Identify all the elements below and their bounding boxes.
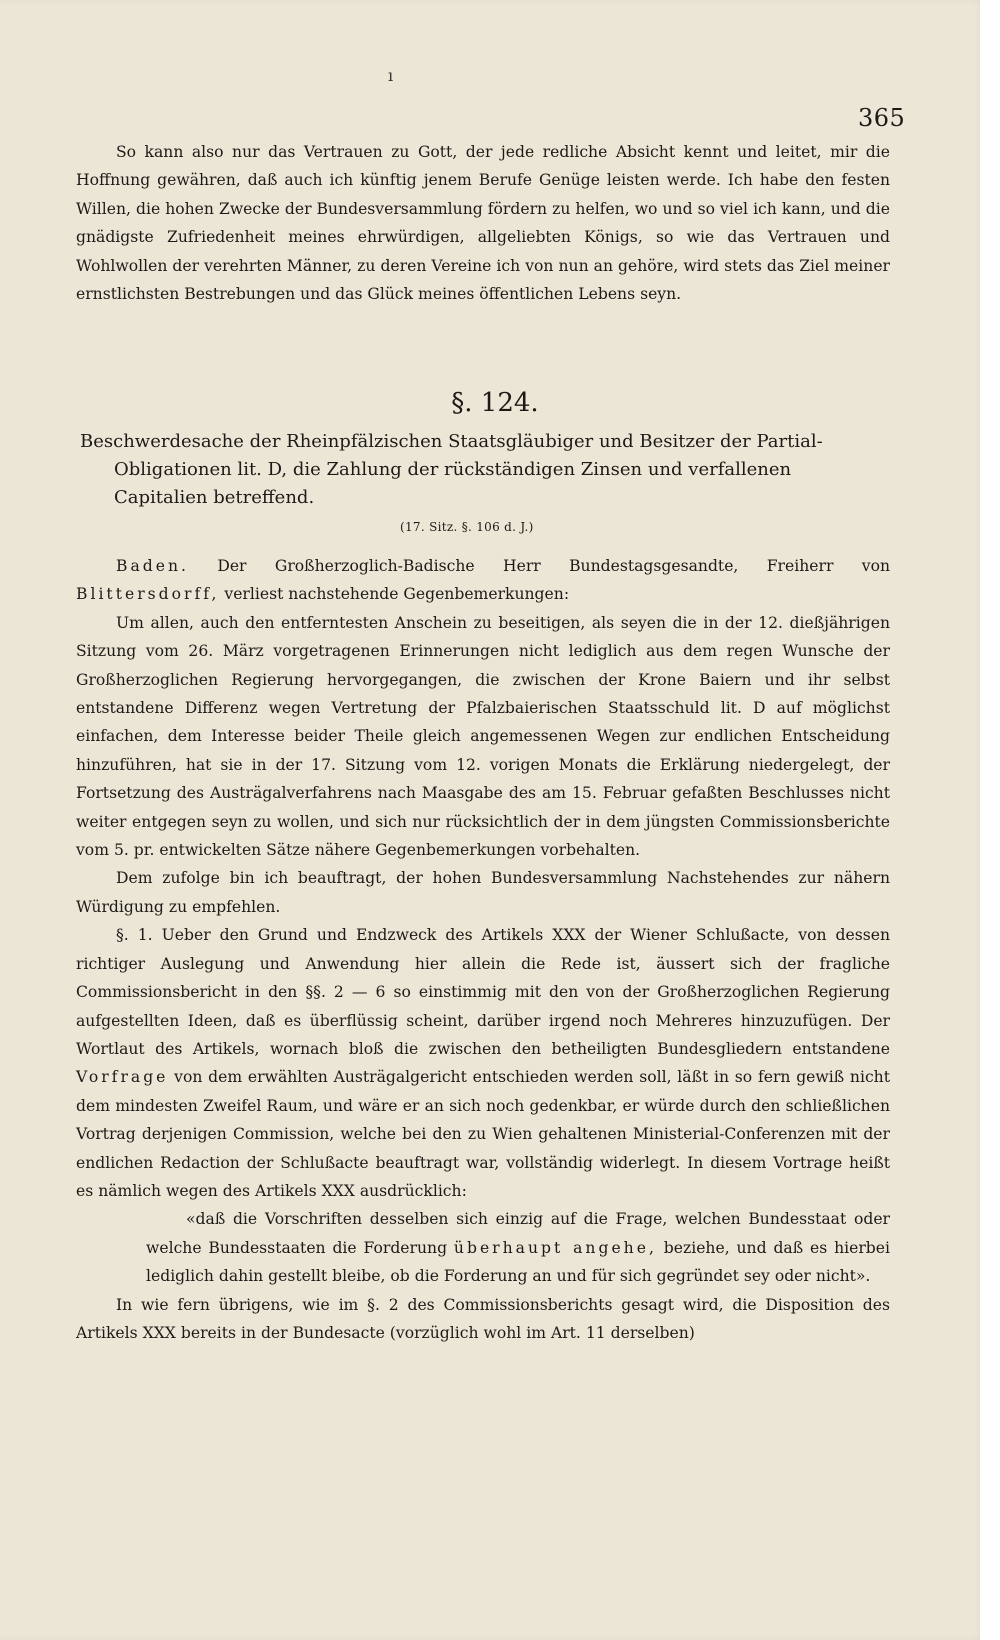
- sitting-reference: (17. Sitz. §. 106 d. J.): [400, 520, 534, 534]
- section-heading-line-3: Capitalien betreffend.: [114, 487, 315, 508]
- envoy-name: Blittersdorff,: [76, 585, 220, 604]
- page-edge: [980, 0, 990, 1640]
- quotation-emphasis: überhaupt angehe,: [453, 1238, 657, 1257]
- quotation: [76, 1205, 890, 1290]
- intro-paragraph: [76, 138, 890, 308]
- paragraph-1: Um allen, auch den entferntesten Anschein zu beseitigen, als seyen die in der 12. dießjährigen Sitzung vom 26. März vorgetragenen Erinnerungen nicht lediglich aus dem regen Wunsche der Großherzoglichen Regierung hervorgegangen, die zwischen der Krone Baiern und ihr selbst entstandene Differenz wegen Vertretung der Pfalzbaierischen Staatsschuld lit. D auf möglichst einfachen, dem Interesse beider Theile gleich angemessenen Wegen zur endlichen Entscheidung hinzuführen, hat sie in der 17. Sitzung vom 12. vorigen Monats die Erklärung niedergelegt, der Fortsetzung des Austrägalverfahrens nach Maasgabe des am 15. Februar gefaßten Beschlusses nicht weiter entgegen seyn zu wollen, und sich nur rücksichtlich der in dem jüngsten Commissionsberichte vom 5. pr. entwickelten Sätze nähere Gegenbemerkungen vorbehalten.: [76, 613, 890, 860]
- paragraph-4: In wie fern übrigens, wie im §. 2 des Commissionsberichts gesagt wird, die Disposition des Artikels XXX bereits in der Bundesacte (vorzüglich wohl im Art. 11 derselben): [76, 1295, 890, 1342]
- section-heading-line-1: Beschwerdesache der Rheinpfälzischen Staatsgläubiger und Besitzer der Partial-: [80, 431, 823, 452]
- envoy-text: Der Großherzoglich-Badische Herr Bundestagsgesandte, Freiherr von: [217, 557, 890, 575]
- paragraph-2: Dem zufolge bin ich beauftragt, der hohen Bundesversammlung Nachstehendes zur nähern Würdigung zu empfehlen.: [76, 869, 890, 916]
- baden-intro: [76, 552, 890, 609]
- page-number: 365: [858, 104, 906, 132]
- paragraph-3: [76, 921, 890, 1205]
- section-heading: [80, 428, 890, 512]
- intro-text: So kann also nur das Vertrauen zu Gott, der jede redliche Absicht kennt und leitet, mir die Hoffnung gewähren, daß auch ich künftig jenem Berufe Genüge leisten werde. Ich habe den festen Willen, die hohen Zwecke der Bundesversammlung fördern zu helfen, wo und so viel ich kann, und die gnädigste Zufriedenheit meines ehrwürdigen, allgeliebten Königs, so wie das Vertrauen und Wohlwollen der verehrten Männer, zu deren Vereine ich von nun an gehöre, wird stets das Ziel meiner ernstlichsten Bestrebungen und das Glück meines öffentlichen Lebens seyn.: [76, 143, 890, 304]
- state-label: Baden.: [116, 557, 189, 575]
- section-heading-line-2: Obligationen lit. D, die Zahlung der rückständigen Zinsen und verfallenen: [114, 459, 792, 480]
- quotation-part-2: beziehe, und daß es hierbei lediglich dahin gestellt bleibe, ob die Forderung an und für sich gegründet sey oder nicht».: [146, 1238, 890, 1286]
- section-number: §. 124.: [451, 388, 539, 418]
- body-text: [76, 552, 890, 1347]
- paragraph-3-part-1: §. 1. Ueber den Grund und Endzweck des Artikels XXX der Wiener Schlußacte, von dessen richtiger Auslegung und Anwendung hier allein die Rede ist, äussert sich der fragliche Commissionsbericht in den §§. 2 — 6 so einstimmig mit den von der Großherzoglichen Regierung aufgestellten Ideen, daß es überflüssig scheint, darüber irgend noch Mehreres hinzuzufügen. Der Wortlaut des Artikels, wornach bloß die zwischen den betheiligten Bundesgliedern entstandene: [76, 926, 890, 1058]
- quotation-part-1: «daß die Vorschriften desselben sich einzig auf die Frage, welchen Bundesstaat oder welche Bundesstaaten die Forderung: [146, 1210, 890, 1257]
- envoy-text-2: verliest nachstehende Gegenbemerkungen:: [224, 585, 570, 604]
- page-top-mark: ı: [388, 66, 394, 85]
- paragraph-3-emphasis: Vorfrage: [76, 1068, 169, 1087]
- paragraph-3-part-2: von dem erwählten Austrägalgericht entschieden werden soll, läßt in so fern gewiß nicht dem mindesten Zweifel Raum, und wäre er an sich noch gedenkbar, er würde durch den schließlichen Vortrag derjenigen Commission, welche bei den zu Wien gehaltenen Ministerial-Conferenzen mit der endlichen Redaction der Schlußacte beauftragt war, vollständig widerlegt. In diesem Vortrage heißt es nämlich wegen des Artikels XXX ausdrücklich:: [76, 1068, 890, 1200]
